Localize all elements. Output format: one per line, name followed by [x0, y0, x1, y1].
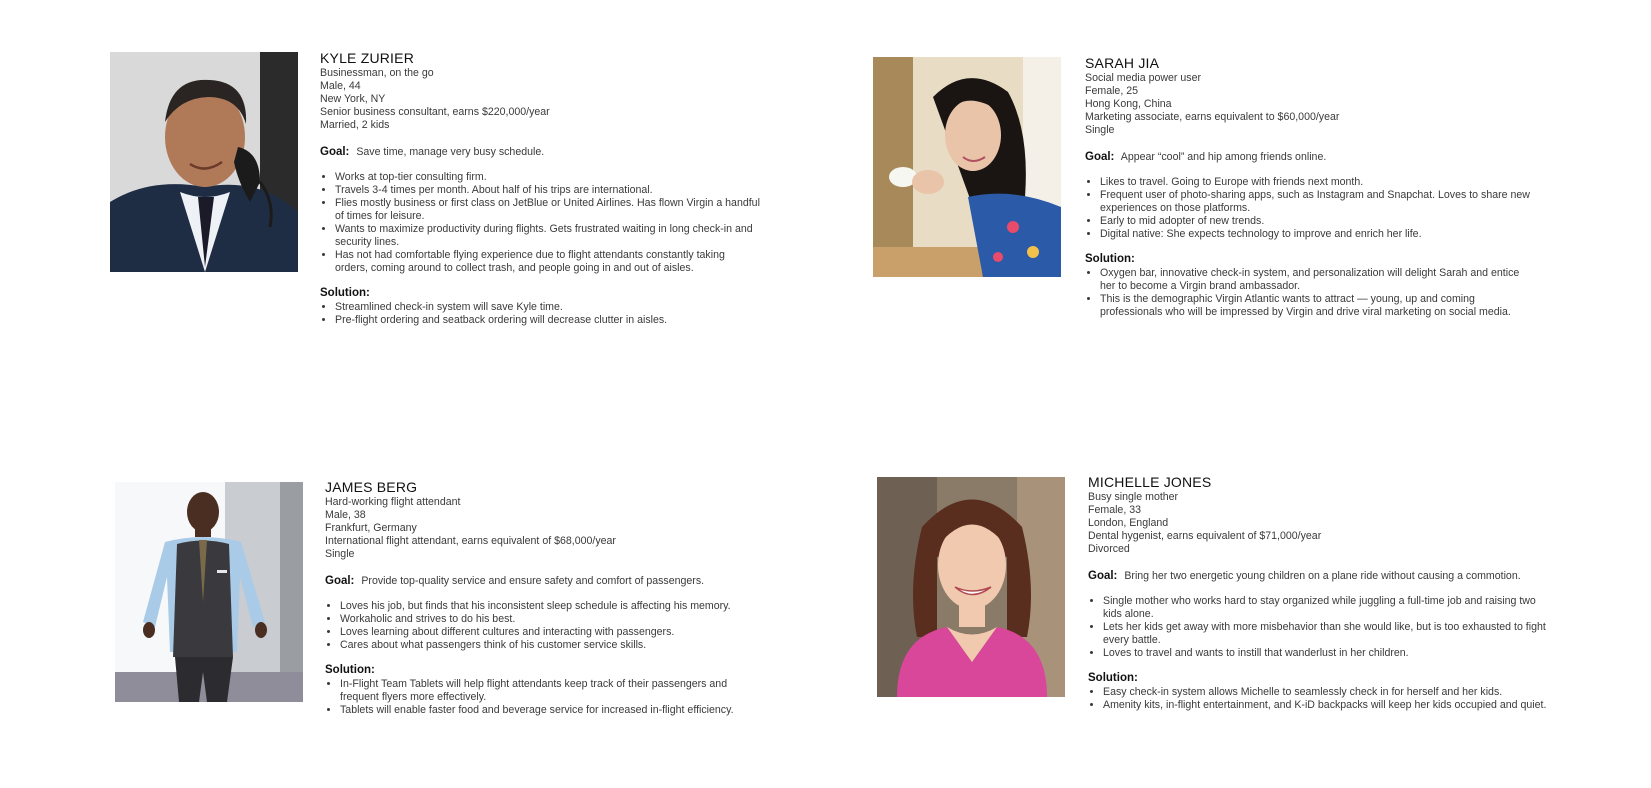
goal-label: Goal: — [1088, 570, 1118, 582]
list-item: • Loves to travel and wants to instill that wanderlust in her children. — [1103, 647, 1548, 660]
list-item: • Workaholic and strives to do his best. — [340, 613, 765, 626]
goal-label: Goal: — [1085, 151, 1115, 163]
list-item: • Flies mostly business or first class on JetBlue or United Airlines. Has flown Virgin a handful of times for leisure. — [335, 197, 760, 223]
persona-gender-age: Male, 38 — [325, 509, 366, 521]
persona-tagline: Hard-working flight attendant — [325, 496, 461, 508]
persona-goal — [320, 146, 760, 159]
persona-solutions-list — [325, 678, 765, 717]
persona-goal — [325, 575, 765, 588]
persona-occupation: International flight attendant, earns equivalent of $68,000/year — [325, 535, 616, 547]
persona-photo-james — [115, 482, 303, 702]
goal-text: Appear “cool” and hip among friends online. — [1120, 151, 1327, 163]
persona-tagline: Social media power user — [1085, 72, 1201, 84]
persona-photo-kyle — [110, 52, 298, 272]
goal-text: Provide top-quality service and ensure safety and comfort of passengers. — [361, 575, 705, 587]
list-item: • In-Flight Team Tablets will help flight attendants keep track of their passengers and frequent flyers more effectively. — [340, 678, 765, 704]
persona-gender-age: Female, 33 — [1088, 504, 1141, 516]
goal-label: Goal: — [325, 575, 355, 587]
list-item: • Lets her kids get away with more misbehavior than she would like, but is too exhausted to fight every battle. — [1103, 621, 1548, 647]
persona-goal — [1088, 570, 1548, 583]
solution-label: Solution: — [1085, 253, 1135, 265]
list-item: • Digital native: She expects technology to improve and enrich her life. — [1100, 228, 1535, 241]
solution-label: Solution: — [1088, 672, 1138, 684]
persona-occupation: Senior business consultant, earns $220,000/year — [320, 106, 550, 118]
persona-tagline: Businessman, on the go — [320, 67, 434, 79]
persona-name: SARAH JIA — [1085, 55, 1160, 71]
list-item: • Has not had comfortable flying experience due to flight attendants constantly taking orders, coming around to collect trash, and people going in and out of aisles. — [335, 249, 760, 275]
list-item: • Oxygen bar, innovative check-in system, and personalization will delight Sarah and entice her to become a Virgin brand ambassador. — [1100, 267, 1535, 293]
persona-facts-list — [1085, 176, 1535, 241]
persona-location: Frankfurt, Germany — [325, 522, 417, 534]
list-item: • Single mother who works hard to stay organized while juggling a full-time job and raising two kids alone. — [1103, 595, 1548, 621]
persona-facts-list — [1088, 595, 1548, 660]
list-item: • Cares about what passengers think of his customer service skills. — [340, 639, 765, 652]
persona-solutions-list — [1088, 686, 1548, 712]
solution-label: Solution: — [325, 664, 375, 676]
persona-info-sarah — [1085, 55, 1535, 319]
list-item: • Amenity kits, in-flight entertainment, and K-iD backpacks will keep her kids occupied and quiet. — [1103, 699, 1548, 712]
persona-tagline: Busy single mother — [1088, 491, 1179, 503]
list-item: • Easy check-in system allows Michelle to seamlessly check in for herself and her kids. — [1103, 686, 1548, 699]
persona-solutions-list — [320, 301, 760, 327]
goal-text: Save time, manage very busy schedule. — [356, 146, 545, 158]
persona-info-michelle — [1088, 474, 1548, 712]
goal-text: Bring her two energetic young children on a plane ride without causing a commotion. — [1124, 570, 1521, 582]
persona-family: Single — [1085, 124, 1115, 136]
persona-occupation: Marketing associate, earns equivalent to $60,000/year — [1085, 111, 1340, 123]
list-item: • Early to mid adopter of new trends. — [1100, 215, 1535, 228]
persona-location: Hong Kong, China — [1085, 98, 1172, 110]
persona-info-kyle — [320, 50, 760, 327]
persona-occupation: Dental hygenist, earns equivalent of $71,000/year — [1088, 530, 1322, 542]
persona-info-james — [325, 479, 765, 717]
list-item: • Wants to maximize productivity during flights. Gets frustrated waiting in long check-in and security lines. — [335, 223, 760, 249]
list-item: • Streamlined check-in system will save Kyle time. — [335, 301, 760, 314]
persona-goal — [1085, 151, 1535, 164]
list-item: • Tablets will enable faster food and beverage service for increased in-flight efficiency. — [340, 704, 765, 717]
persona-family: Divorced — [1088, 543, 1130, 555]
list-item: • Frequent user of photo-sharing apps, such as Instagram and Snapchat. Loves to share new experiences on those platforms. — [1100, 189, 1535, 215]
solution-label: Solution: — [320, 287, 370, 299]
persona-facts-list — [325, 600, 765, 652]
persona-gender-age: Female, 25 — [1085, 85, 1138, 97]
list-item: • Pre-flight ordering and seatback ordering will decrease clutter in aisles. — [335, 314, 760, 327]
persona-photo-michelle — [877, 477, 1065, 697]
persona-gender-age: Male, 44 — [320, 80, 361, 92]
persona-facts-list — [320, 171, 760, 275]
list-item: • This is the demographic Virgin Atlantic wants to attract — young, up and coming professionals who will be impressed by Virgin and drive viral marketing on social media. — [1100, 293, 1535, 319]
list-item: • Loves his job, but finds that his inconsistent sleep schedule is affecting his memory. — [340, 600, 765, 613]
persona-name: MICHELLE JONES — [1088, 474, 1212, 490]
persona-location: New York, NY — [320, 93, 386, 105]
persona-name: JAMES BERG — [325, 479, 418, 495]
persona-solutions-list — [1085, 267, 1535, 319]
persona-photo-sarah — [873, 57, 1061, 277]
goal-label: Goal: — [320, 146, 350, 158]
persona-family: Married, 2 kids — [320, 119, 390, 131]
list-item: • Travels 3-4 times per month. About half of his trips are international. — [335, 184, 760, 197]
persona-name: KYLE ZURIER — [320, 50, 414, 66]
persona-location: London, England — [1088, 517, 1169, 529]
persona-family: Single — [325, 548, 355, 560]
list-item: • Works at top-tier consulting firm. — [335, 171, 760, 184]
list-item: • Loves learning about different cultures and interacting with passengers. — [340, 626, 765, 639]
list-item: • Likes to travel. Going to Europe with friends next month. — [1100, 176, 1535, 189]
